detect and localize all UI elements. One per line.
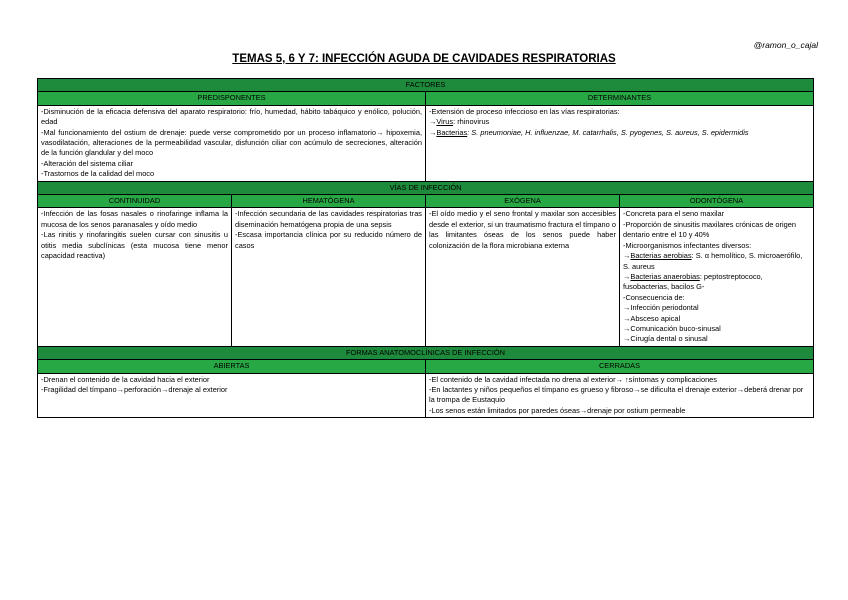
continuidad-line: -Infección de las fosas nasales o rinofaringe inflama la mucosa de los senos paranasales y oído medio	[41, 209, 228, 229]
cerradas-cell	[426, 373, 814, 418]
section-header-vias: VÍAS DE INFECCIÓN	[38, 181, 814, 194]
odontogena-cell	[620, 208, 814, 346]
determinantes-cell	[426, 105, 814, 181]
odontogena-anaerobias	[623, 272, 810, 293]
anaerobias-label: Bacterias anaerobias	[630, 271, 700, 281]
aerobias-text: : S. α hemolítico, S. microaerófilo, S. aureus	[623, 251, 803, 271]
predisponentes-cell	[38, 105, 426, 181]
subheader-hematogena: HEMATÓGENA	[232, 195, 426, 208]
cerradas-line: -El contenido de la cavidad infectada no drena al exterior→ ↑síntomas y complicaciones	[429, 374, 717, 384]
author-handle: @ramon_o_cajal	[753, 40, 818, 50]
consecuencia-item: →Cirugía dental o sinusal	[623, 334, 708, 344]
continuidad-cell	[38, 208, 232, 346]
virus-label: Virus	[436, 117, 454, 127]
hematogena-line: -Escasa importancia clínica por su reducido número de casos	[235, 230, 422, 250]
hematogena-cell	[232, 208, 426, 346]
predisponentes-line: -Mal funcionamiento del ostium de drenaje: puede verse comprometido por un proceso inflamatorio→ hipoxemia, vasodilatación, alteraciones de la permeabilidad vascular, disfunción ciliar con acúmulo de secreciones, alteración de la función glandular y del moco	[41, 127, 422, 158]
virus-text: : rhinovirus	[453, 117, 490, 127]
abiertas-line: -Fragilidad del tímpano→perforación→drenaje al exterior	[41, 384, 228, 394]
cerradas-line: -Los senos están limitados por paredes óseas→drenaje por ostium permeable	[429, 405, 686, 415]
hematogena-line: -Infección secundaria de las cavidades respiratorias tras diseminación hematógena propia de una sepsis	[235, 209, 422, 229]
arrow-icon: →	[429, 117, 437, 127]
odontogena-line: -Microorganismos infectantes diversos:	[623, 240, 752, 250]
section-header-formas: FORMAS ANATOMOCLÍNICAS DE INFECCIÓN	[38, 346, 814, 359]
subheader-exogena: EXÓGENA	[426, 195, 620, 208]
predisponentes-line: -Alteración del sistema ciliar	[41, 158, 134, 168]
consecuencia-item: →Infección periodontal	[623, 303, 699, 313]
consecuencia-item: →Comunicación buco-sinusal	[623, 323, 721, 333]
predisponentes-line: -Disminución de la eficacia defensiva del aparato respiratorio: frío, humedad, hábito tabáquico y enólico, polución, edad	[41, 106, 422, 127]
section-header-factores: FACTORES	[38, 79, 814, 92]
determinantes-line: -Extensión de proceso infeccioso en las vías respiratorias:	[429, 106, 620, 116]
cerradas-line: -En lactantes y niños pequeños el tímpano es grueso y fibroso→se dificulta el drenaje exterior→deberá drenar por la trompa de Eustaquio	[429, 384, 804, 405]
continuidad-line: -Las rinitis y rinofaringitis suelen cursar con sinusitis u otitis media subclínicas (esta mucosa tiene menor capacidad reactiva)	[41, 230, 228, 261]
subheader-determinantes: DETERMINANTES	[426, 92, 814, 105]
determinantes-virus	[429, 117, 810, 127]
odontogena-line: -Proporción de sinusitis maxilares crónicas de origen dentario entre el 10 y 40%	[623, 219, 796, 240]
predisponentes-line: -Trastornos de la calidad del moco	[41, 169, 155, 179]
summary-table	[37, 78, 814, 418]
document-title: TEMAS 5, 6 Y 7: INFECCIÓN AGUDA DE CAVIDADES RESPIRATORIAS	[232, 53, 616, 65]
subheader-continuidad: CONTINUIDAD	[38, 195, 232, 208]
anaerobias-text: : peptostreptococo, fusobacterias, bacilos G-	[623, 271, 763, 292]
bacterias-label: Bacterias	[436, 127, 468, 137]
odontogena-line: -Concreta para el seno maxilar	[623, 209, 725, 219]
abiertas-cell	[38, 373, 426, 418]
arrow-icon: →	[429, 127, 437, 137]
subheader-odontogena: ODONTÓGENA	[620, 195, 814, 208]
exogena-line: -El oído medio y el seno frontal y maxilar son accesibles desde el exterior, si un traumatismo fractura el tímpano o las limitantes óseas de los senos puede haber colonización de la flora microbiana externa	[429, 209, 616, 250]
arrow-icon: →	[623, 251, 631, 261]
bacterias-text: : S. pneumoniae, H. influenzae, M. catarrhalis, S. pyogenes, S. aureus, S. epidermidis	[467, 127, 749, 137]
odontogena-aerobias	[623, 251, 810, 272]
subheader-predisponentes: PREDISPONENTES	[38, 92, 426, 105]
arrow-icon: →	[623, 271, 631, 281]
exogena-cell	[426, 208, 620, 346]
odontogena-line: -Consecuencia de:	[623, 292, 685, 302]
subheader-abiertas: ABIERTAS	[38, 360, 426, 373]
aerobias-label: Bacterias aerobias	[630, 251, 692, 261]
abiertas-line: -Drenan el contenido de la cavidad hacia el exterior	[41, 374, 210, 384]
determinantes-bacterias	[429, 128, 810, 138]
subheader-cerradas: CERRADAS	[426, 360, 814, 373]
consecuencia-item: →Absceso apical	[623, 313, 681, 323]
